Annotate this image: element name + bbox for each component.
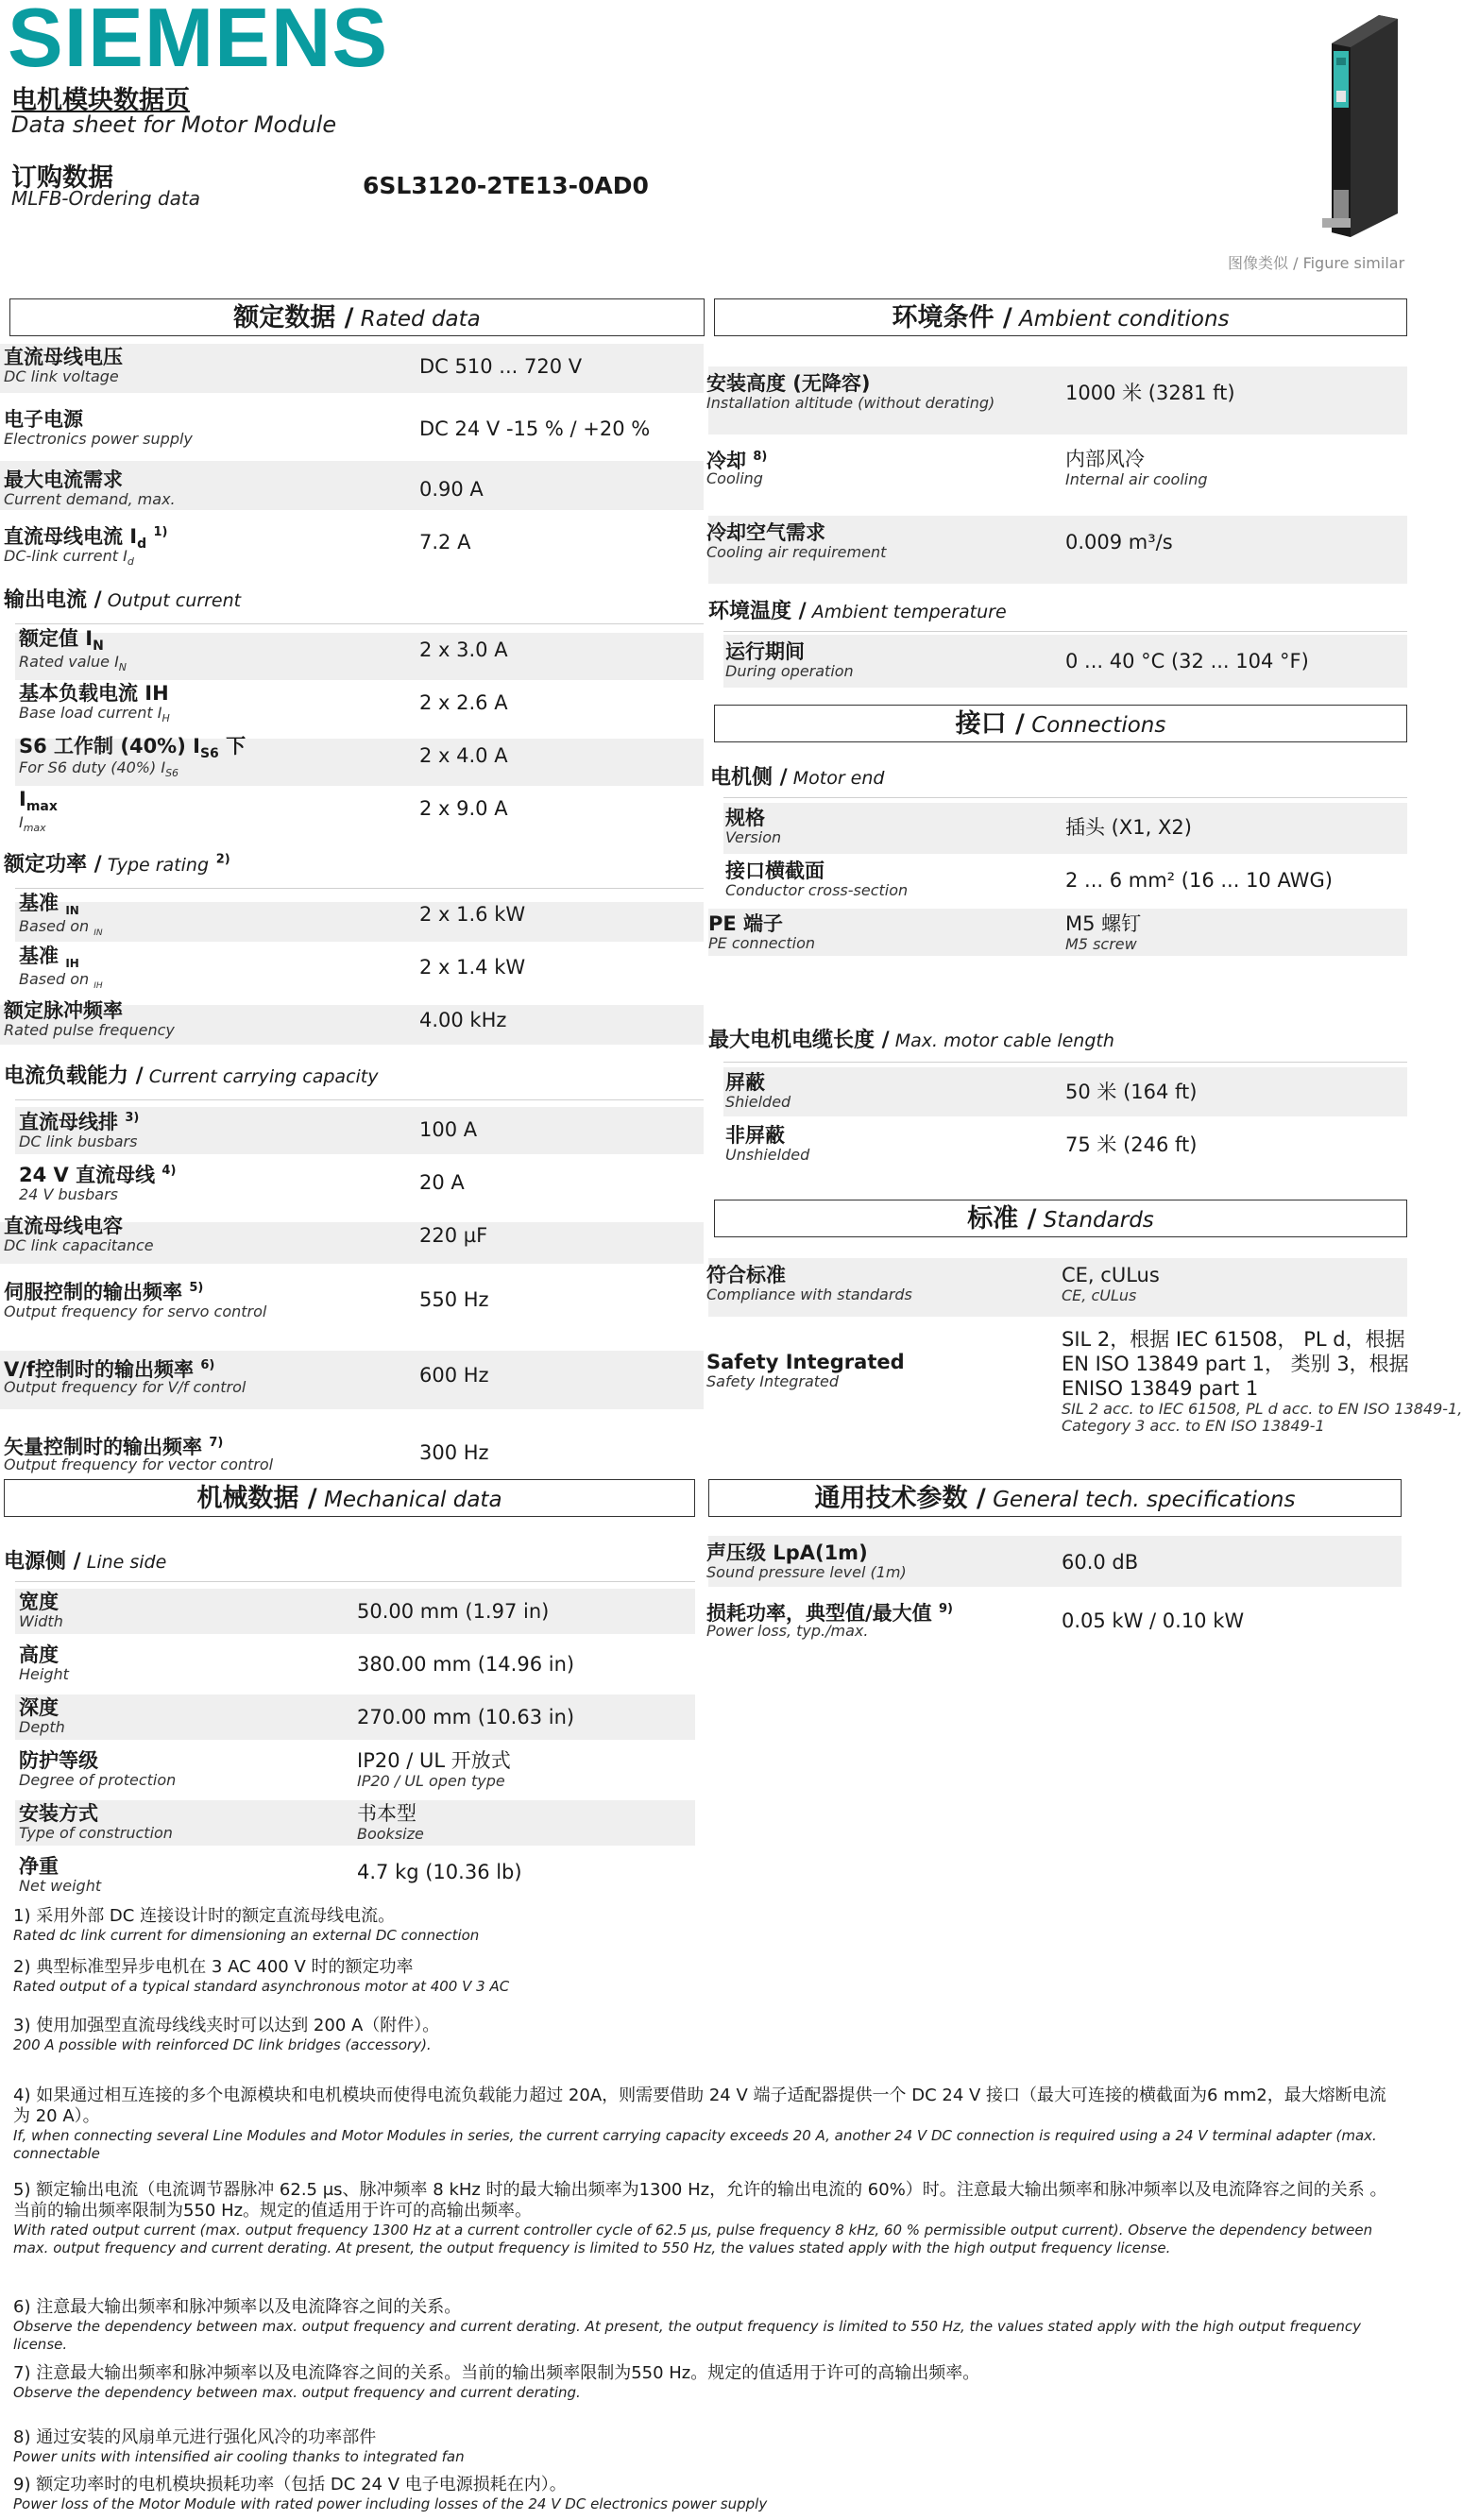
construction-sub: Type of construction [19, 1824, 173, 1842]
sound-value: 60.0 dB [1062, 1551, 1139, 1574]
electronics-sub: Electronics power supply [4, 430, 193, 448]
group-motor-end: 电机侧 / Motor end [710, 766, 885, 790]
power-loss-value: 0.05 kW / 0.10 kW [1062, 1609, 1245, 1632]
group-carrying-capacity: 电流负载能力 / Current carrying capacity [4, 1064, 379, 1088]
safety-value-en-2: Category 3 acc. to EN ISO 13849-1 [1062, 1417, 1325, 1435]
version-value: 插头 (X1, X2) [1065, 816, 1192, 839]
base-load-label: 基本负载电流 IH [19, 682, 169, 705]
group-line-side: 电源侧 / Line side [4, 1550, 167, 1574]
during-op-value: 0 ... 40 °C (32 ... 104 °F) [1065, 650, 1309, 673]
weight-value: 4.7 kg (10.36 lb) [357, 1861, 522, 1883]
footnote-9: 9) 额定功率时的电机模块损耗功率（包括 DC 24 V 电子电源损耗在内）。 Power loss of the Motor Module with rated power including losses of the 24 V DC electronics power supply [13, 2475, 768, 2512]
unshielded-label: 非屏蔽 [725, 1124, 785, 1147]
vf-freq-label: V/f控制时的输出频率 $^{6)}$ [4, 1358, 215, 1381]
electronics-label: 电子电源 [4, 408, 83, 431]
divider [15, 623, 704, 624]
unshielded-sub: Unshielded [725, 1146, 810, 1164]
servo-freq-sub: Output frequency for servo control [4, 1303, 267, 1320]
pe-value: M5 螺钉 [1065, 912, 1142, 935]
figure-note: 图像类似 / Figure similar [1228, 254, 1405, 272]
pe-label: PE 端子 [708, 912, 784, 935]
vector-freq-sub: Output frequency for vector control [4, 1456, 274, 1473]
electronics-value: DC 24 V -15 % / +20 % [419, 417, 651, 440]
compliance-value: CE, cULus [1062, 1264, 1160, 1286]
altitude-label: 安装高度 (无降容) [706, 372, 871, 395]
divider [15, 1581, 695, 1582]
section-standards: 标准 / Standards [714, 1200, 1407, 1237]
air-req-sub: Cooling air requirement [706, 543, 887, 561]
section-rated-data [9, 298, 705, 336]
order-label-en: MLFB-Ordering data [11, 187, 201, 210]
footnote-3: 3) 使用加强型直流母线线夹时可以达到 200 A（附件）。 200 A possible with reinforced DC link bridges (accessory). [13, 2016, 440, 2053]
dc-busbars-label: 直流母线排 $^{3)}$ [19, 1111, 140, 1133]
footnote-8: 8) 通过安装的风扇单元进行强化风冷的功率部件 Power units with intensified air cooling thanks to integrated fan [13, 2427, 465, 2465]
vf-freq-sub: Output frequency for V/f control [4, 1378, 246, 1396]
width-value: 50.00 mm (1.97 in) [357, 1600, 550, 1623]
rated-value-label: 额定值 $I_N$ [19, 627, 104, 655]
sound-sub: Sound pressure level (1m) [706, 1563, 907, 1581]
servo-freq-value: 550 Hz [419, 1288, 489, 1311]
order-label-cn: 订购数据 [11, 163, 113, 193]
air-req-label: 冷却空气需求 [706, 521, 825, 544]
pe-value-en: M5 screw [1065, 935, 1137, 953]
protection-sub: Degree of protection [19, 1771, 177, 1789]
dc-link-voltage-value: DC 510 ... 720 V [419, 355, 583, 378]
safety-value-3: ENISO 13849 part 1 [1062, 1377, 1259, 1400]
unshielded-value: 75 米 (246 ft) [1065, 1133, 1198, 1156]
altitude-sub: Installation altitude (without derating) [706, 394, 995, 412]
footnote-2: 2) 典型标准型异步电机在 3 AC 400 V 时的额定功率 Rated output of a typical standard asynchronous motor at 400 V 3 AC [13, 1957, 510, 1995]
base-load-sub: Base load current $I_H$ [19, 704, 170, 725]
footnote-1: 1) 采用外部 DC 连接设计时的额定直流母线电流。 Rated dc link current for dimensioning an external DC connection [13, 1906, 480, 1944]
current-demand-sub: Current demand, max. [4, 490, 176, 508]
section-general-tech: 通用技术参数 / General tech. specifications [708, 1479, 1402, 1517]
protection-value-en: IP20 / UL open type [357, 1772, 505, 1790]
section-mechanical-data: 机械数据 / Mechanical data [4, 1479, 695, 1517]
divider [15, 888, 704, 889]
width-label: 宽度 [19, 1591, 59, 1613]
safety-value-1: SIL 2，根据 IEC 61508， PL d，根据 [1062, 1328, 1405, 1351]
servo-freq-label: 伺服控制的输出频率 $^{5)}$ [4, 1281, 204, 1303]
dc-capacitance-label: 直流母线电容 [4, 1215, 123, 1237]
dc-capacitance-sub: DC link capacitance [4, 1236, 154, 1254]
pulse-freq-sub: Rated pulse frequency [4, 1021, 175, 1039]
compliance-value-en: CE, cULus [1062, 1286, 1137, 1304]
based-in-sub: Based on $_{IN}$ [19, 917, 103, 939]
group-ambient-temp: 环境温度 / Ambient temperature [708, 600, 1007, 623]
safety-value-en-1: SIL 2 acc. to IEC 61508, PL d acc. to EN ISO 13849-1, [1062, 1400, 1462, 1418]
section-ambient: 环境条件 / Ambient conditions [714, 298, 1407, 336]
vector-freq-value: 300 Hz [419, 1441, 489, 1464]
group-output-current: 输出电流 / Output current [4, 588, 242, 612]
shielded-label: 屏蔽 [725, 1071, 765, 1094]
row-band [15, 1694, 695, 1740]
safety-label: Safety Integrated [706, 1351, 905, 1373]
section-connections: 接口 / Connections [714, 705, 1407, 742]
protection-label: 防护等级 [19, 1749, 98, 1772]
based-ih-sub: Based on $_{IH}$ [19, 970, 103, 992]
based-ih-label: 基准 $_{IH}$ [19, 945, 79, 971]
dc-link-current-sub: DC-link current $I_d$ [4, 547, 134, 569]
cross-section-sub: Conductor cross-section [725, 881, 909, 899]
row-band [15, 902, 704, 942]
imax-value: 2 x 9.0 A [419, 797, 508, 820]
group-cable-length: 最大电机电缆长度 / Max. motor cable length [708, 1029, 1114, 1052]
footnote-6: 6) 注意最大输出频率和脉冲频率以及电流降容之间的关系。 Observe the dependency between max. output frequency and current derating. At present, the output frequency is limited to 550 Hz, the values stated apply with the high output frequency license. [13, 2297, 1362, 2353]
cross-section-label: 接口横截面 [725, 860, 824, 882]
protection-value: IP20 / UL 开放式 [357, 1749, 511, 1772]
rated-value-sub: Rated value $I_N$ [19, 653, 128, 674]
divider [723, 1062, 1407, 1063]
compliance-sub: Compliance with standards [706, 1286, 912, 1303]
dc-capacitance-value: 220 µF [419, 1224, 488, 1247]
v24-busbars-sub: 24 V busbars [19, 1185, 118, 1203]
construction-value-en: Booksize [357, 1825, 424, 1843]
title-cn: 电机模块数据页 [11, 86, 190, 115]
footnote-7: 7) 注意最大输出频率和脉冲频率以及电流降容之间的关系。当前的输出频率限制为550 Hz。规定的值适用于许可的高输出频率。 Observe the dependency between max. output frequency and current derating. [13, 2363, 980, 2401]
dc-link-current-label: 直流母线电流 $I_d$ $^{1)}$ [4, 525, 168, 553]
cross-section-value: 2 ... 6 mm² (16 ... 10 AWG) [1065, 869, 1333, 892]
depth-value: 270.00 mm (10.63 in) [357, 1706, 575, 1728]
during-op-sub: During operation [725, 662, 854, 680]
sound-label: 声压级 LpA(1m) [706, 1541, 868, 1564]
based-in-label: 基准 $_{IN}$ [19, 892, 79, 918]
row-band [15, 1589, 695, 1634]
based-ih-value: 2 x 1.4 kW [419, 956, 526, 979]
footnote-5: 5) 额定输出电流（电流调节器脉冲 62.5 μs、脉冲频率 8 kHz 时的最大输出频率为1300 Hz，允许的输出电流的 60%）时。注意最大输出频率和脉冲频率以及电流降容之间的关系 。当前的输出频率限制为550 Hz。规定的值适用于许可的高输出频率。 With rated output current (max. output frequency 1300 Hz at a current controller cycle of 62.5 μs, pulse frequency 8 kHz, 60 % permissible output current). Observe the dependency between max. output frequency and current derating. At present, the output frequency is limited to 550 Hz, the values stated apply with the high output frequency license. [13, 2180, 1387, 2256]
base-load-value: 2 x 2.6 A [419, 691, 508, 714]
cooling-value-en: Internal air cooling [1065, 470, 1208, 488]
vf-freq-value: 600 Hz [419, 1364, 489, 1387]
power-loss-sub: Power loss, typ./max. [706, 1622, 869, 1640]
s6-label: S6 工作制 (40%) $I_{S6}$ 下 [19, 735, 246, 762]
power-loss-label: 损耗功率，典型值/最大值 $^{9)}$ [706, 1602, 953, 1625]
cooling-label: 冷却 $^{8)}$ [706, 450, 768, 472]
height-value: 380.00 mm (14.96 in) [357, 1653, 575, 1676]
air-req-value: 0.009 m³/s [1065, 531, 1173, 553]
pe-sub: PE connection [708, 934, 815, 952]
footnote-4: 4) 如果通过相互连接的多个电源模块和电机模块而使得电流负载能力超过 20A，则需要借助 24 V 端子适配器提供一个 DC 24 V 接口（最大可连接的横截面为6 mm2，最大熔断电流为 20 A）。 If, when connecting several Line Modules and Motor Modules in series, the current carrying capacity exceeds 20 A, another 24 V DC connection is required using a 24 V terminal adapter (max. connectable [13, 2086, 1386, 2162]
height-label: 高度 [19, 1643, 59, 1666]
version-label: 规格 [725, 807, 765, 829]
based-in-value: 2 x 1.6 kW [419, 903, 526, 926]
compliance-label: 符合标准 [706, 1264, 786, 1286]
section-title-en: Rated data [353, 307, 481, 332]
section-title-cn: 额定数据 / [233, 303, 354, 332]
safety-value-2: EN ISO 13849 part 1， 类别 3，根据 [1062, 1353, 1409, 1375]
imax-label: $I_{max}$ [19, 788, 58, 815]
weight-label: 净重 [19, 1855, 59, 1878]
product-image [1313, 6, 1407, 242]
rated-value-value: 2 x 3.0 A [419, 639, 508, 661]
divider [15, 1099, 704, 1100]
pulse-freq-label: 额定脉冲频率 [4, 999, 123, 1022]
during-op-label: 运行期间 [725, 640, 805, 663]
safety-sub: Safety Integrated [706, 1372, 840, 1390]
group-type-rating: 额定功率 / Type rating $^{2)}$ [4, 852, 230, 877]
weight-sub: Net weight [19, 1877, 102, 1895]
current-demand-label: 最大电流需求 [4, 468, 123, 491]
siemens-logo: SIEMENS [8, 0, 389, 84]
vector-freq-label: 矢量控制时的输出频率 $^{7)}$ [4, 1436, 224, 1458]
depth-label: 深度 [19, 1696, 59, 1719]
width-sub: Width [19, 1612, 63, 1630]
height-sub: Height [19, 1665, 69, 1683]
dc-link-current-value: 7.2 A [419, 531, 471, 553]
depth-sub: Depth [19, 1718, 65, 1736]
s6-sub: For S6 duty (40%) $I_{S6}$ [19, 758, 179, 780]
s6-value: 2 x 4.0 A [419, 744, 508, 767]
order-number: 6SL3120-2TE13-0AD0 [363, 172, 649, 199]
altitude-value: 1000 米 (3281 ft) [1065, 382, 1235, 404]
current-demand-value: 0.90 A [419, 478, 484, 501]
pulse-freq-value: 4.00 kHz [419, 1009, 507, 1031]
dc-busbars-sub: DC link busbars [19, 1132, 138, 1150]
dc-busbars-value: 100 A [419, 1118, 478, 1141]
divider [723, 631, 1407, 632]
cooling-value: 内部风冷 [1065, 448, 1145, 470]
v24-busbars-label: 24 V 直流母线 $^{4)}$ [19, 1164, 177, 1186]
imax-sub: $I_{max}$ [19, 813, 46, 835]
v24-busbars-value: 20 A [419, 1171, 465, 1194]
version-sub: Version [725, 828, 782, 846]
construction-value: 书本型 [357, 1802, 416, 1825]
divider [723, 797, 1407, 798]
construction-label: 安装方式 [19, 1802, 98, 1825]
dc-link-voltage-label: 直流母线电压 [4, 346, 123, 368]
title-en: Data sheet for Motor Module [11, 111, 337, 138]
dc-link-voltage-sub: DC link voltage [4, 367, 119, 385]
shielded-sub: Shielded [725, 1093, 791, 1111]
shielded-value: 50 米 (164 ft) [1065, 1081, 1198, 1103]
cooling-sub: Cooling [706, 469, 763, 487]
